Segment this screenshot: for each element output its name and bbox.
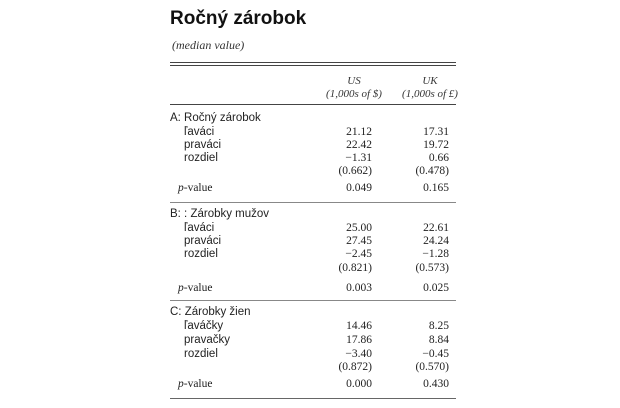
section-heading-a: A: Ročný zárobok bbox=[170, 112, 261, 124]
bottom-rule bbox=[170, 398, 456, 399]
row-label: rozdiel bbox=[184, 152, 218, 164]
value-us: −1.31 bbox=[345, 152, 372, 164]
std-error-us: (0.662) bbox=[338, 165, 372, 177]
row-label: pravačky bbox=[184, 334, 231, 346]
row-label: ľaváci bbox=[184, 126, 215, 138]
std-error-us: (0.821) bbox=[338, 262, 372, 274]
std-error-uk: (0.573) bbox=[415, 262, 449, 274]
pvalue-us: 0.003 bbox=[346, 282, 372, 294]
pvalue-uk: 0.025 bbox=[423, 282, 449, 294]
value-uk: 24.24 bbox=[423, 235, 449, 247]
row-label: praváci bbox=[184, 235, 222, 247]
column-header-uk: UK bbox=[422, 75, 438, 87]
pvalue-uk: 0.165 bbox=[423, 182, 449, 194]
value-uk: 17.31 bbox=[423, 126, 449, 138]
std-error-us: (0.872) bbox=[338, 361, 372, 373]
top-rule bbox=[170, 62, 456, 63]
value-us: 27.45 bbox=[346, 235, 372, 247]
row-label: ľaváci bbox=[184, 222, 215, 234]
section-rule bbox=[170, 300, 456, 301]
value-us: 22.42 bbox=[346, 139, 372, 151]
value-us: 14.46 bbox=[346, 320, 372, 332]
row-label: rozdiel bbox=[184, 248, 218, 260]
pvalue-us: 0.049 bbox=[346, 182, 372, 194]
value-us: −3.40 bbox=[345, 348, 372, 360]
value-us: 17.86 bbox=[346, 334, 372, 346]
std-error-uk: (0.570) bbox=[415, 361, 449, 373]
top-rule-double bbox=[170, 65, 456, 66]
pvalue-us: 0.000 bbox=[346, 378, 372, 390]
value-uk: 0.66 bbox=[428, 152, 449, 164]
header-rule bbox=[170, 104, 456, 105]
value-uk: 19.72 bbox=[423, 139, 449, 151]
column-unit-us: (1,000s of $) bbox=[326, 88, 382, 100]
value-us: 25.00 bbox=[346, 222, 372, 234]
section-heading-b: B: : Zárobky mužov bbox=[170, 208, 270, 220]
section-heading-c: C: Zárobky žien bbox=[170, 306, 251, 318]
value-us: −2.45 bbox=[345, 248, 372, 260]
row-label: praváci bbox=[184, 139, 222, 151]
column-unit-uk: (1,000s of £) bbox=[402, 88, 458, 100]
pvalue-label: p-value bbox=[178, 282, 213, 294]
section-rule bbox=[170, 202, 456, 203]
table-subtitle: (median value) bbox=[172, 38, 245, 52]
row-label: rozdiel bbox=[184, 348, 218, 360]
pvalue-uk: 0.430 bbox=[423, 378, 449, 390]
column-header-us: US bbox=[347, 75, 361, 87]
std-error-uk: (0.478) bbox=[415, 165, 449, 177]
value-uk: −1.28 bbox=[422, 248, 449, 260]
row-label: ľaváčky bbox=[184, 320, 224, 332]
pvalue-label: p-value bbox=[178, 378, 213, 390]
value-uk: −0.45 bbox=[422, 348, 449, 360]
table-title: Ročný zárobok bbox=[170, 8, 307, 29]
value-uk: 8.84 bbox=[428, 334, 449, 346]
pvalue-label: p-value bbox=[178, 182, 213, 194]
value-uk: 22.61 bbox=[423, 222, 449, 234]
value-us: 21.12 bbox=[346, 126, 372, 138]
value-uk: 8.25 bbox=[428, 320, 449, 332]
